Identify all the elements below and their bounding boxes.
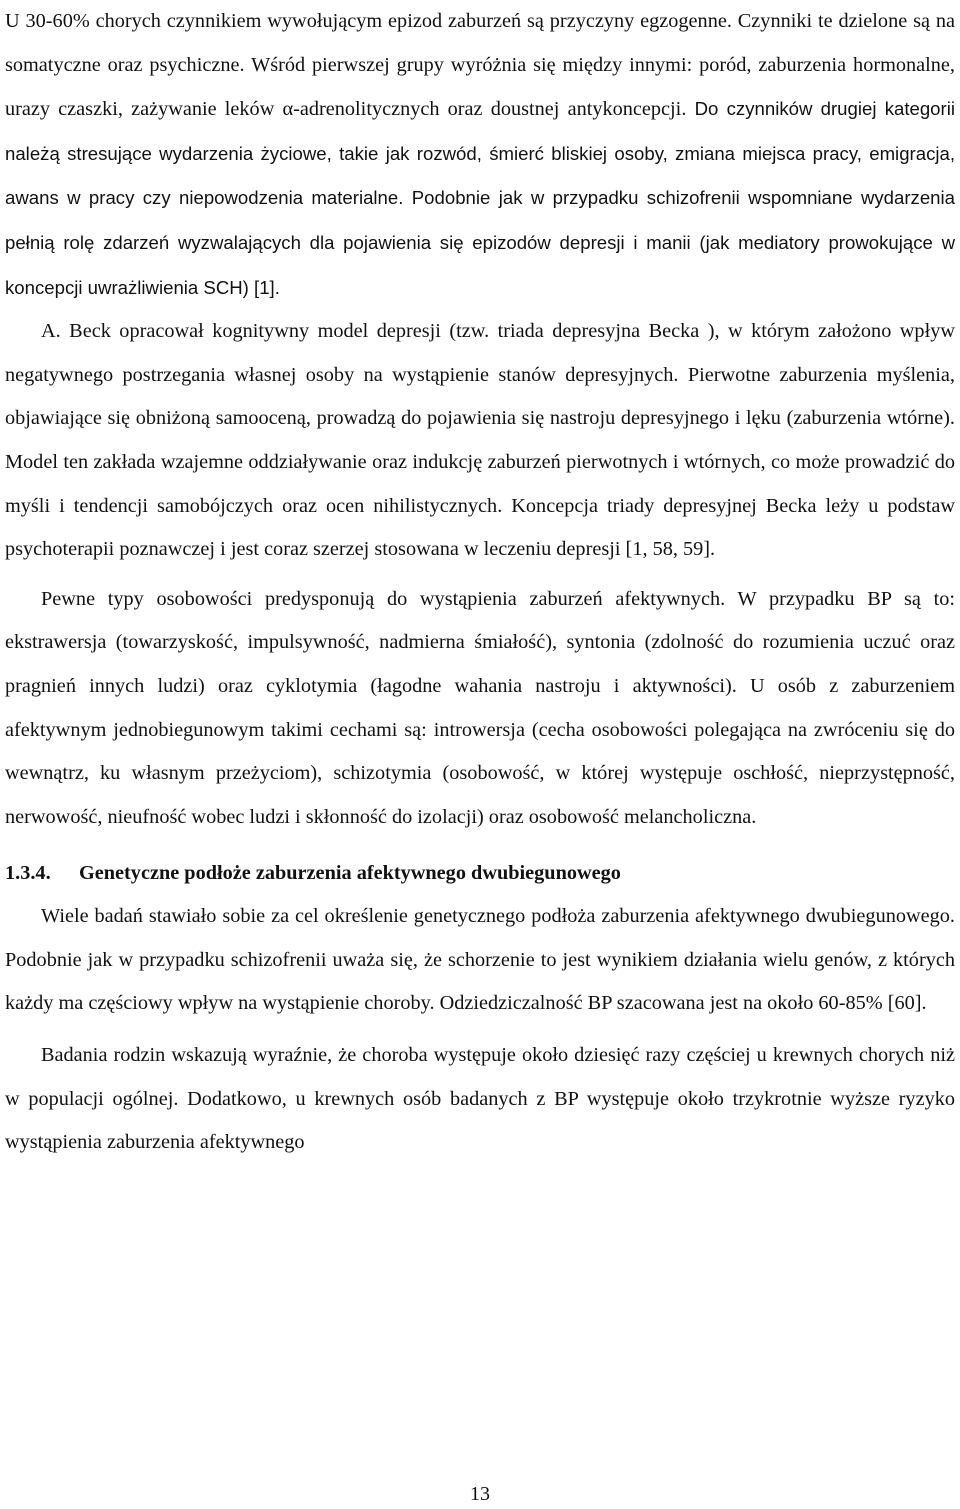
section-title: Genetyczne podłoże zaburzenia afektywnego dwubiegunowego [79, 862, 621, 885]
paragraph-family-studies: Badania rodzin wskazują wyraźnie, że choroba występuje około dziesięć razy częściej u krewnych chorych niż w populacji ogólnej. Dodatkowo, u krewnych osób badanych z BP występuje około trzykrotnie wyższe ryzyko wystąpienia zaburzenia afektywnego [5, 1044, 955, 1154]
paragraph-beck-model: A. Beck opracował kognitywny model depresji (tzw. triada depresyjna Becka ), w którym założono wpływ negatywnego postrzegania własnej osoby na wystąpienie stanów depresyjnych. Pierwotne zaburzenia myślenia, objawiające się obniżoną samooceną, prowadzą do pojawienia się nastroju depresyjnego i lęku (zaburzenia wtórne). Model ten zakłada wzajemne oddziaływanie oraz indukcję zaburzeń pierwotnych i wtórnych, co może prowadzić do myśli i tendencji samobójczych oraz ocen nihilistycznych. Koncepcja triady depresyjnej Becka leży u podstaw psychoterapii poznawczej i jest coraz szerzej stosowana w leczeniu depresji [1, 58, 59]. [5, 320, 955, 561]
section-heading [5, 851, 955, 895]
paragraph-personality-types: Pewne typy osobowości predysponują do wystąpienia zaburzeń afektywnych. W przypadku BP są to: ekstrawersja (towarzyskość, impulsywność, nadmierna śmiałość), syntonia (zdolność do rozumienia uczuć oraz pragnień innych ludzi) oraz cyklotymia (łagodne wahania nastroju i aktywności). U osób z zaburzeniem afektywnym jednobiegunowym takimi cechami są: introwersja (cecha osobowości polegająca na zwróceniu się do wewnątrz, ku własnym przeżyciom), schizotymia (osobowość, w której występuje oschłość, nieprzystępność, nerwowość, nieufność wobec ludzi i skłonność do izolacji) oraz osobowość melancholiczna. [5, 587, 955, 828]
paragraph-genetic-basis: Wiele badań stawiało sobie za cel określenie genetycznego podłoża zaburzenia afektywnego dwubiegunowego. Podobnie jak w przypadku schizofrenii uważa się, że schorzenie to jest wynikiem działania wielu genów, z których każdy ma częściowy wpływ na wystąpienie choroby. Odziedziczalność BP szacowana jest na około 60-85% [60]. [5, 905, 955, 1015]
page-number: 13 [470, 1483, 490, 1505]
paragraph-exogenous-factors [5, 0, 955, 310]
paragraph-exogenous-factors-part1: U 30-60% chorych czynnikiem wywołującym epizod zaburzeń są przyczyny egzogenne. Czynniki te dzielone są na somatyczne oraz psychiczne. Wśród pierwszej grupy wyróżnia się między innymi: poród, zaburzenia hormonalne, urazy czaszki, zażywanie leków α-adrenolitycznych oraz doustnej antykoncepcji. [5, 10, 955, 121]
section-number: 1.3.4. [5, 862, 51, 885]
document-body [5, 0, 955, 1165]
paragraph-exogenous-factors-part2: Do czynników drugiej kategorii należą stresujące wydarzenia życiowe, takie jak rozwód, śmierć bliskiej osoby, zmiana miejsca pracy, emigracja, awans w pracy czy niepowodzenia materialne. Podobnie jak w przypadku schizofrenii wspomniane wydarzenia pełnią rolę zdarzeń wyzwalających dla pojawienia się epizodów depresji i manii (jak mediatory prowokujące w koncepcji uwrażliwienia SCH) [1]. [5, 98, 955, 298]
